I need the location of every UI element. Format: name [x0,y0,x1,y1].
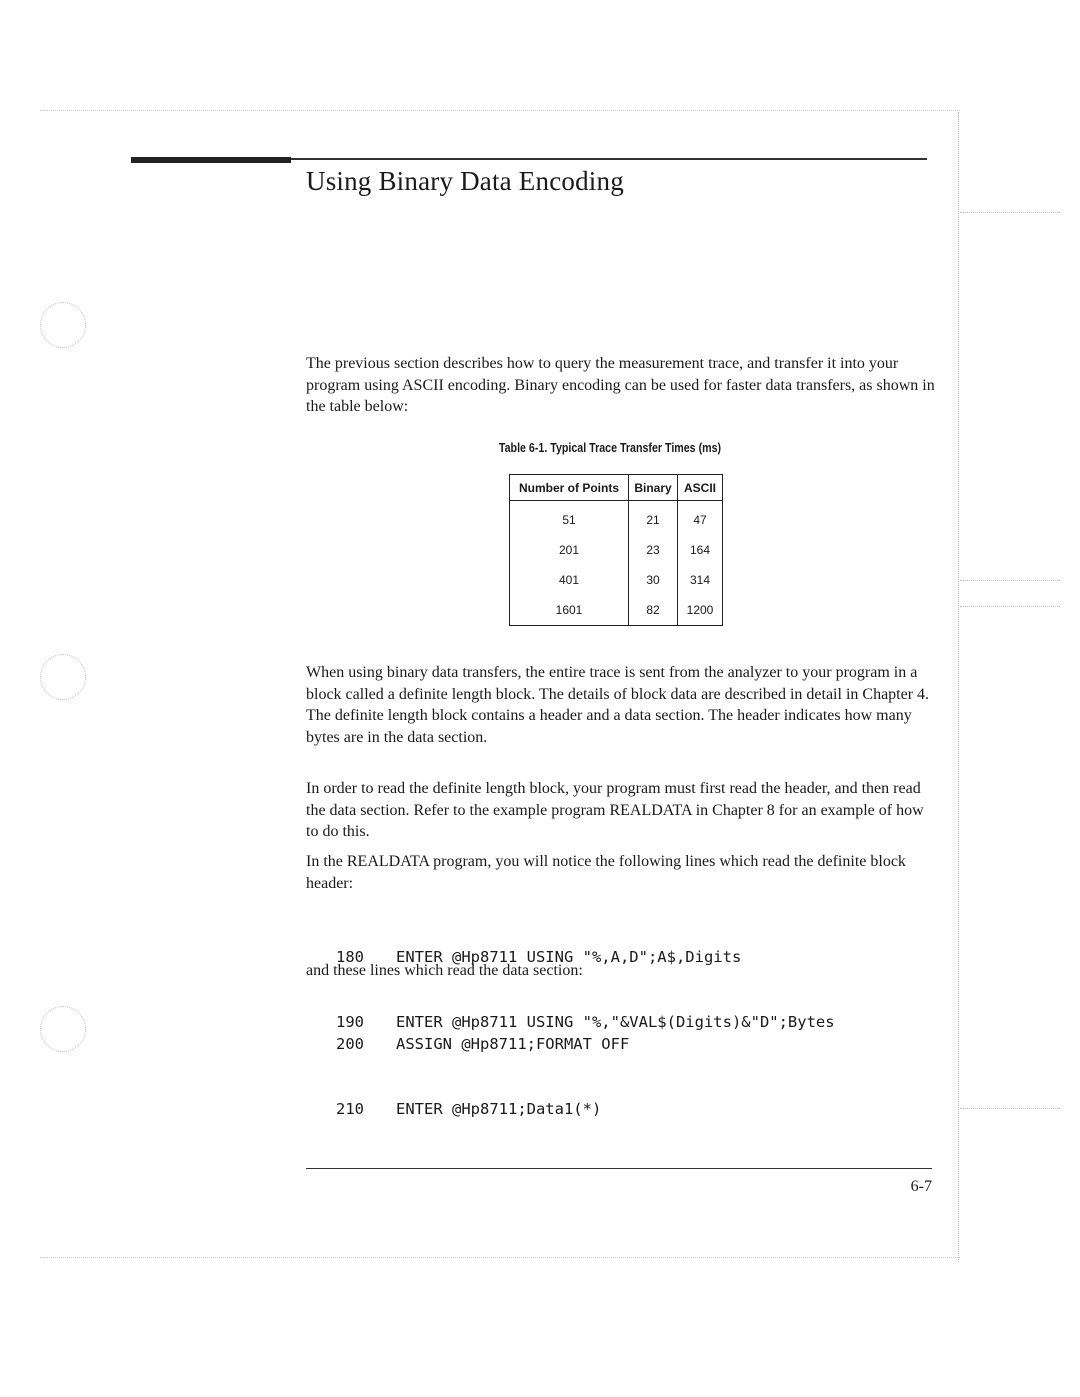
punch-hole-icon [40,1006,86,1052]
code-line [336,1034,629,1056]
cell-binary: 30 [629,565,678,595]
column-header-ascii: ASCII [678,475,723,501]
page-edge-right [958,112,959,1262]
code-line-text: ENTER @Hp8711;Data1(*) [396,1099,602,1118]
section-title: Using Binary Data Encoding [306,166,624,196]
tab-divider-line [960,1108,1060,1109]
table-row [510,595,723,626]
code-line-number: 180 [336,948,364,966]
column-header-points: Number of Points [510,475,629,501]
tab-divider-line [960,580,1060,581]
data-section-intro: and these lines which read the data section: [306,962,583,979]
code-line-number: 200 [336,1035,364,1053]
punch-hole-icon [40,302,86,348]
code-line-number: 190 [336,1012,364,1031]
table-caption: Table 6-1. Typical Trace Transfer Times (ms) [498,440,722,455]
cell-binary: 23 [629,535,678,565]
cell-ascii: 314 [689,573,711,587]
page-number: 6-7 [910,1178,932,1195]
cell-points: 51 [510,501,629,536]
section-header-bar [131,157,291,163]
table-row [510,565,723,595]
cell-points: 401 [510,565,629,595]
binary-transfer-paragraph: When using binary data transfers, the entire trace is sent from the analyzer to your program in a block called a definite length block. The details of block data are described in detail in Chapter 4. The definite length block contains a header and a data section. The header indicates how many bytes are in the data section. [306,664,930,746]
table-row [510,535,723,565]
code-line-number: 210 [336,1099,364,1118]
read-block-paragraph: In order to read the definite length block, your program must first read the header, and then read the data section. Refer to the example program REALDATA in Chapter 8 for an example of how to do this. [306,780,924,840]
tab-divider-line [960,212,1060,213]
cell-binary: 82 [629,595,678,626]
cell-points: 201 [510,535,629,565]
cell-ascii: 1200 [686,603,714,617]
intro-paragraph: The previous section describes how to query the measurement trace, and transfer it into your program using ASCII encoding. Binary encoding can be used for faster data transfers, as shown in the table below: [306,355,935,415]
cell-points: 1601 [510,595,629,626]
cell-ascii: 164 [689,543,711,557]
punch-hole-icon [40,654,86,700]
table-header-row [510,475,723,501]
cell-ascii: 47 [693,513,707,527]
cell-binary: 21 [629,501,678,536]
trace-transfer-table [509,474,723,626]
scan-edge-bottom [40,1257,960,1258]
table-row [510,501,723,536]
code-block-data [336,991,629,1142]
tab-divider-line [960,606,1060,607]
code-line-text: ASSIGN @Hp8711;FORMAT OFF [396,1035,630,1053]
column-header-binary: Binary [629,475,678,501]
code-line [336,1099,629,1121]
scan-edge-top [40,110,960,111]
footer-rule [306,1168,932,1169]
realdata-paragraph: In the REALDATA program, you will notice the following lines which read the definite block header: [306,853,906,892]
code-line-text: ENTER @Hp8711 USING "%,"&VAL$(Digits)&"D";Bytes [396,1012,835,1031]
code-line-text: ENTER @Hp8711 USING "%,A,D";A$,Digits [396,948,742,966]
section-header-rule [291,158,927,160]
